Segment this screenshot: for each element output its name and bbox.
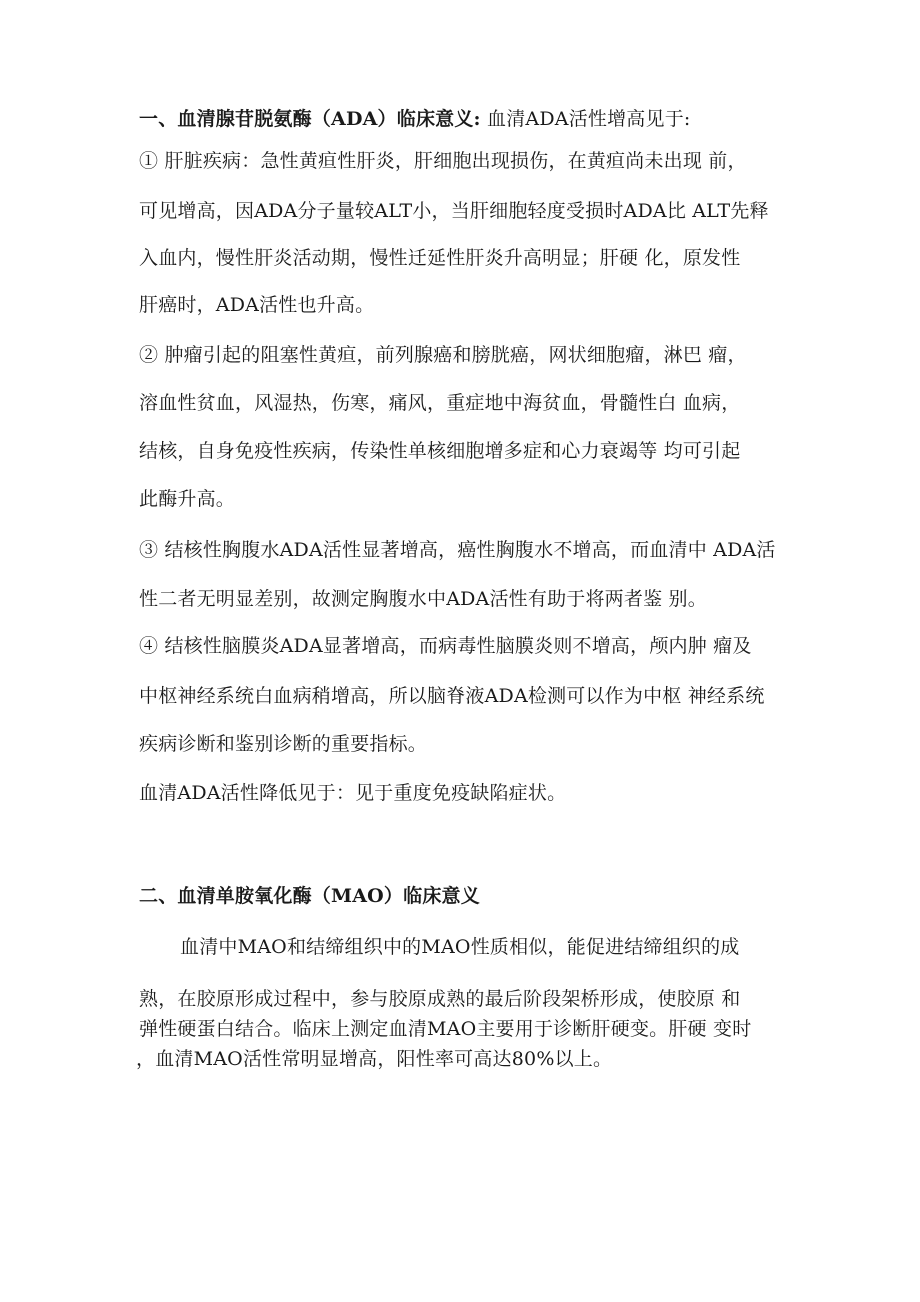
item1-line-1: ① 肝脏疾病：急性黄疸性肝炎，肝细胞出现损伤，在黄疸尚未出现 前， <box>139 150 747 172</box>
item2-line-2: 溶血性贫血，风湿热，伤寒，痛风，重症地中海贫血，骨髓性白 血病， <box>139 392 741 414</box>
item4-line-2: 中枢神经系统白血病稍增高，所以脑脊液ADA检测可以作为中枢 神经系统 <box>139 685 765 707</box>
section2-heading: 二、血清单胺氧化酶（MAO）临床意义 <box>139 885 480 907</box>
item2-line-1: ② 肿瘤引起的阻塞性黄疸，前列腺癌和膀胱癌，网状细胞瘤，淋巴 瘤， <box>139 344 747 366</box>
section1-heading-title: 一、血清腺苷脱氨酶（ADA）临床意义: <box>139 108 481 130</box>
section1-heading-subtitle: 血清ADA活性增高见于: <box>480 108 691 130</box>
section2-para-line-4: ，血清MAO活性常明显增高，阳性率可高达80%以上。 <box>136 1048 613 1070</box>
item4-line-1: ④ 结核性脑膜炎ADA显著增高，而病毒性脑膜炎则不增高，颅内肿 瘤及 <box>139 635 752 657</box>
item4-line-3: 疾病诊断和鉴别诊断的重要指标。 <box>139 733 428 755</box>
item3-line-1: ③ 结核性胸腹水ADA活性显著增高，癌性胸腹水不增高，而血清中 ADA活 <box>139 539 776 561</box>
section2-para-line-3: 弹性硬蛋白结合。临床上测定血清MAO主要用于诊断肝硬变。肝硬 变时 <box>139 1018 752 1040</box>
item1-line-3: 入血内，慢性肝炎活动期，慢性迁延性肝炎升高明显；肝硬 化，原发性 <box>139 247 741 269</box>
item1-line-2: 可见增高，因ADA分子量较ALT小，当肝细胞轻度受损时ADA比 ALT先释 <box>139 200 769 222</box>
item2-line-3: 结核，自身免疫性疾病，传染性单核细胞增多症和心力衰竭等 均可引起 <box>139 440 741 462</box>
section2-para-line-2: 熟，在胶原形成过程中，参与胶原成熟的最后阶段架桥形成，使胶原 和 <box>139 988 741 1010</box>
section2-para-line-1: 血清中MAO和结缔组织中的MAO性质相似，能促进结缔组织的成 <box>180 936 740 958</box>
item2-line-4: 此酶升高。 <box>139 488 236 510</box>
ada-decrease-line: 血清ADA活性降低见于：见于重度免疫缺陷症状。 <box>139 782 567 804</box>
item1-line-4: 肝癌时，ADA活性也升高。 <box>139 294 375 316</box>
item3-line-2: 性二者无明显差别，故测定胸腹水中ADA活性有助于将两者鉴 别。 <box>139 588 707 610</box>
section1-heading <box>139 107 691 131</box>
